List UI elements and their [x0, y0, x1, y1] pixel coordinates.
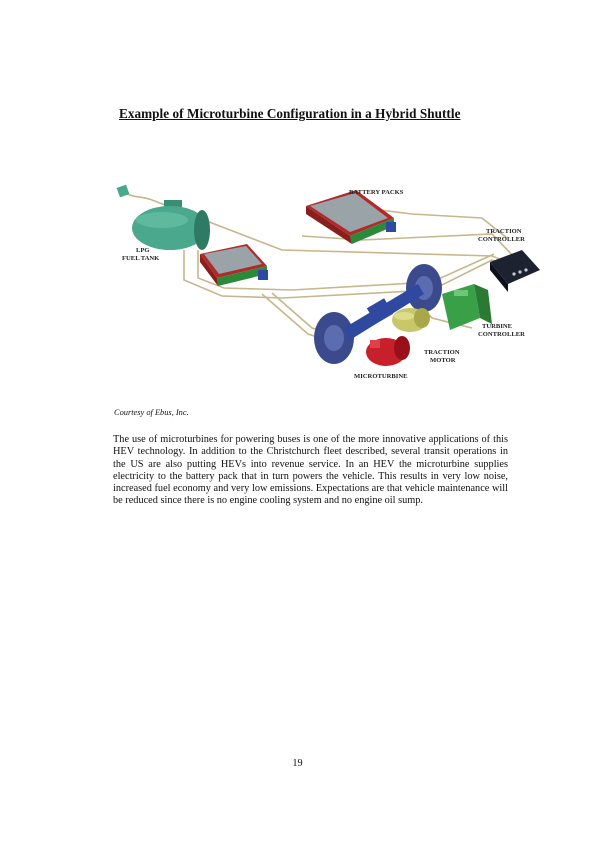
- label-lpg-1: LPG: [136, 247, 150, 254]
- diagram-svg: [112, 178, 548, 388]
- label-turbine-controller-1: TURBINE: [482, 323, 513, 330]
- label-microturbine: MICROTURBINE: [354, 373, 408, 380]
- traction-motor: [392, 308, 430, 332]
- label-traction-motor-2: MOTOR: [430, 357, 456, 364]
- page-number: 19: [292, 758, 303, 769]
- label-traction-motor-1: TRACTION: [424, 349, 460, 356]
- battery-pack-rear: [306, 190, 396, 244]
- figure-caption: Courtesy of Ebus, Inc.: [114, 408, 189, 417]
- microturbine: [366, 336, 410, 366]
- page-title: Example of Microturbine Configuration in a Hybrid Shuttle: [119, 106, 461, 121]
- label-battery-packs: BATTERY PACKS: [349, 189, 404, 196]
- label-lpg-2: FUEL TANK: [122, 255, 160, 262]
- label-traction-controller-2: CONTROLLER: [478, 236, 525, 243]
- label-traction-controller-1: TRACTION: [486, 228, 522, 235]
- hybrid-shuttle-diagram: [112, 178, 548, 388]
- battery-pack-front: [200, 244, 268, 286]
- body-paragraph: The use of microturbines for powering buses is one of the more innovative applications of this HEV technology. In addition to the Christchurch fleet described, several transit operations in the US are also putting HEVs into revenue service. In an HEV the microturbine supplies electricity to the battery pack that in turn powers the vehicle. This results in very low noise, increased fuel economy and very low emissions. Expectations are that vehicle maintenance will be reduced since there is no engine cooling system and no engine oil sump.: [113, 434, 508, 507]
- traction-controller: [490, 250, 540, 292]
- label-turbine-controller-2: CONTROLLER: [478, 331, 525, 338]
